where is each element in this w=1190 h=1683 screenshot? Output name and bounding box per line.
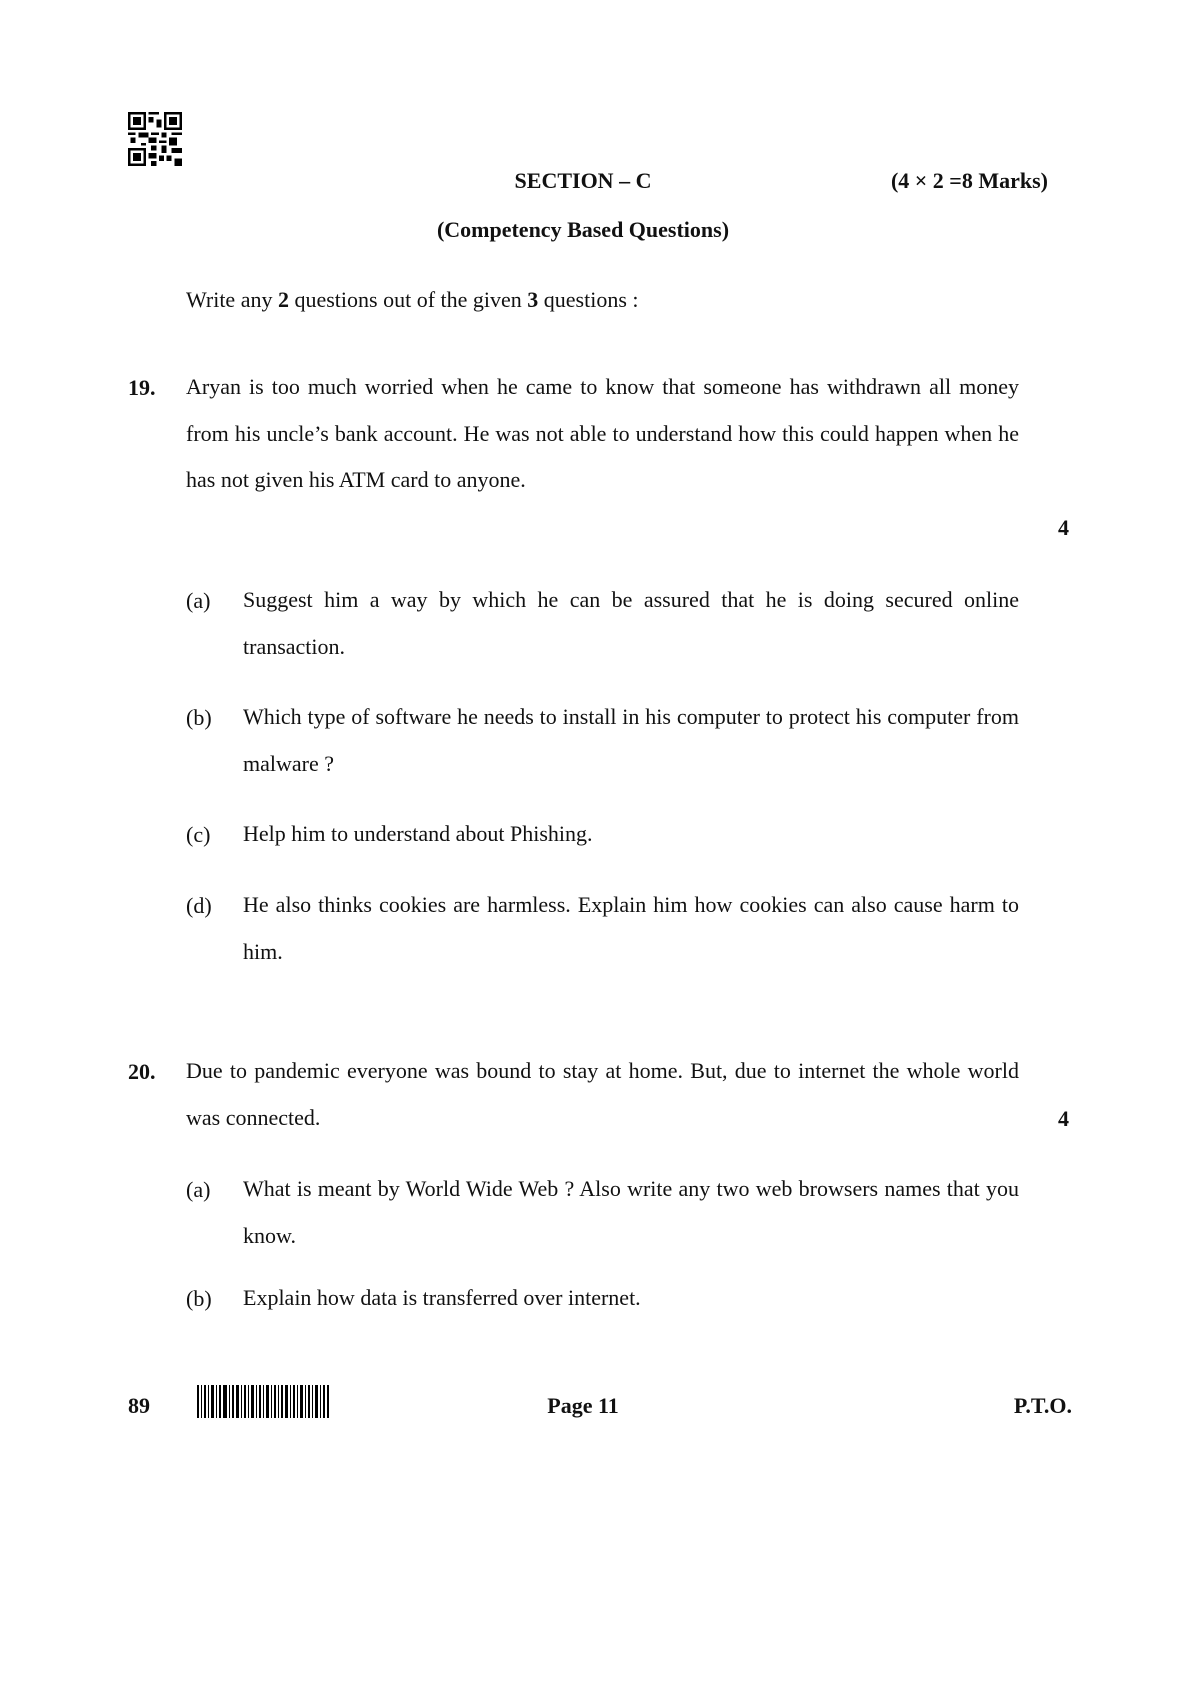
sub-question-text: He also thinks cookies are harmless. Explain him how cookies can also cause harm to him. — [243, 892, 1019, 964]
question-number: 20. — [128, 1059, 156, 1084]
section-title: SECTION – C — [514, 168, 652, 193]
sub-question-text: Which type of software he needs to install in his computer to protect his computer from malware ? — [243, 704, 1019, 776]
sub-question-text: Suggest him a way by which he can be assured that he is doing secured online transaction. — [243, 587, 1019, 659]
sub-question-text: Help him to understand about Phishing. — [243, 821, 593, 846]
page-number: Page 11 — [547, 1393, 619, 1418]
question-text: Aryan is too much worried when he came to know that someone has withdrawn all money from his uncle’s bank account. He was not able to understand how this could happen when he has not given his ATM card to anyone. — [186, 374, 1019, 492]
question-marks: 4 — [1058, 1106, 1069, 1131]
sub-question-text: Explain how data is transferred over internet. — [243, 1285, 641, 1310]
sub-question-label: (b) — [186, 1286, 212, 1311]
sub-question-label: (a) — [186, 588, 211, 613]
instruction-text: questions : — [538, 287, 639, 312]
section-subtitle: (Competency Based Questions) — [436, 217, 730, 242]
pto-label: P.T.O. — [1013, 1393, 1072, 1418]
qr-code-icon — [128, 112, 182, 166]
question-number: 19. — [128, 375, 156, 400]
question-marks: 4 — [1058, 515, 1069, 540]
sub-question-label: (d) — [186, 893, 212, 918]
question-text: Due to pandemic everyone was bound to stay at home. But, due to internet the whole world was connected. — [186, 1058, 1019, 1130]
instruction-text: questions out of the given — [288, 287, 528, 312]
instruction — [186, 287, 639, 313]
sub-question-label: (b) — [186, 705, 212, 730]
sub-question-label: (a) — [186, 1177, 211, 1202]
instruction-count: 2 — [277, 287, 289, 312]
paper-code: 89 — [128, 1393, 150, 1418]
instruction-total: 3 — [527, 287, 539, 312]
instruction-text: Write any — [186, 287, 278, 312]
section-marks: (4 × 2 =8 Marks) — [890, 168, 1048, 193]
sub-question-label: (c) — [186, 822, 211, 847]
sub-question-text: What is meant by World Wide Web ? Also write any two web browsers names that you know. — [243, 1176, 1019, 1248]
